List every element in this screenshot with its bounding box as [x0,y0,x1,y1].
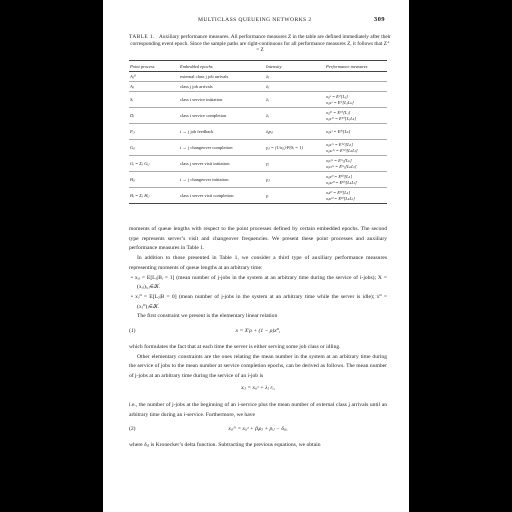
intensity-cell: λⱼ [265,72,325,82]
table-header-cell: Embedded epochs [179,61,265,72]
page-number: 309 [373,16,385,23]
measures-cell [325,124,387,140]
performance-table [129,60,387,204]
measures-cell [325,92,387,108]
table-header-row [129,61,387,72]
bullet-item: • xⱼ⁰ = E[Lⱼ|B = 0] (mean number of j-jobs in the system at an arbitrary time while the server is idle); x⁰ = (xⱼ⁰)ⱼ∈𝒦. [131,293,387,310]
measures-cell [325,82,387,92]
intensity-cell: λᵢpᵢⱼ [265,124,325,140]
table-row [129,124,387,140]
table-header-cell: Point process [129,61,179,72]
table-row [129,172,387,188]
measure-formula: xᵢⱼₖₗᴳ = Eᴳⁱʲ[LₖLₗ] [326,147,358,153]
paragraph: In addition to those presented in Table 1, we consider a third type of auxiliary performance measures representing moments of queue lengths at an arbitrary time: [129,255,387,271]
table-header-cell: Performance measures [325,61,387,72]
inline-equation: xᵢⱼ = xᵢⱼˢ + λⱼ rᵢ, [241,384,275,391]
measure-formula: xᵢⱼₖᴳ = Eᴳⁱʲ[Lₖ] [326,141,353,147]
measures-cell [325,72,387,82]
running-header [103,17,409,27]
measures-cell [325,108,387,124]
body-text [129,225,387,451]
process-cell: Aⱼ⁰ [129,72,179,82]
epochs-cell: i → j changeover initiation [179,172,265,188]
table-body [129,72,387,204]
table-row [129,156,387,172]
intensity-cell: γᵢ [265,188,325,204]
running-title: MULTICLASS QUEUEING NETWORKS 2 [198,17,312,23]
bullet-item: • xᵢⱼ = E[Lⱼ|Bᵢ = 1] (mean number of j-jobs in the system at an arbitrary time during the service of i-jobs); X = (xᵢⱼ)ᵢ,ⱼ∈𝒦. [131,274,387,291]
epochs-cell: i → j job feedback [179,124,265,140]
measures-cell [325,172,387,188]
table-row [129,140,387,156]
measure-formula: xⱼₖₗᴳ = Eᴳⱼ[LₖLₗ] [326,163,357,169]
process-cell: Hᵢⱼ [129,172,179,188]
process-cell: Sᵢ [129,92,179,108]
measure-formula: xᵢⱼₖᴴ = Eᴴⁱʲ[Lₖ] [326,173,353,179]
process-cell: Dᵢ [129,108,179,124]
intensity-cell: γᵢⱼ [265,172,325,188]
table-row [129,82,387,92]
epochs-cell: class i service initiation [179,92,265,108]
measure-formula: xᵢⱼˢ = Eˢⁱ[Lⱼ] [326,93,348,99]
measure-formula: xᵢⱼₖᶠ = Eᶠⁱʲ[Lₖ] [326,128,351,134]
measure-formula: xᵢₖᴴ = Eᴴⁱ[Lₖ] [326,189,351,195]
epochs-cell: external class j job arrivals [179,72,265,82]
measure-formula: xᵢⱼᴰ = Eᴰⁱ[Lⱼ] [326,109,351,115]
table-caption [129,34,391,54]
measure-formula: xᵢⱼₖˢ = Eˢⁱ[LⱼLₖ] [326,99,354,105]
paragraph: where δᵢⱼ is Kronecker’s delta function. Subtracting the previous equations, we obtain [129,442,321,449]
table-row [129,92,387,108]
equation-1 [129,325,387,338]
equation-number: (2) [129,426,136,433]
equation-math: xᵢⱼᴰ = xᵢⱼˢ + βᵢρⱼ + pᵢⱼ − δᵢⱼ, [228,426,288,433]
intensity-cell: λᵢ [265,108,325,124]
paragraph: moments of queue lengths with respect to the point processes defined by certain embedded epochs. The second type represents server’s visit and changeover frequencies. We present these point processes and auxiliary performance measures in Table 1. [129,226,387,252]
paragraph: Other elementary constraints are the ones relating the mean number in the system at an arbitrary time during the service of jobs to the mean number at service completion epochs, can be derived as follows. The mean number of j-jobs at an arbitrary time during the service of an i-job is [129,353,387,380]
process-cell: Hᵢ = Σⱼ Hᵢⱼ [129,188,179,204]
epochs-cell: class i service completion [179,108,265,124]
table-header-cell: Intensity [265,61,325,72]
epochs-cell: i → j changeover completion [179,140,265,156]
measure-formula: xⱼₖᴳ = Eᴳⱼ[Lₖ] [326,157,352,163]
process-cell: Gᵢⱼ [129,140,179,156]
equation-2 [129,423,387,436]
epochs-cell: class j job arrivals [179,82,265,92]
process-cell: Fᵢⱼ [129,124,179,140]
table-row [129,108,387,124]
process-cell: Gᵢ = Σⱼ Gᵢⱼ [129,156,179,172]
epochs-cell: class j server visit initiation [179,156,265,172]
table-row [129,72,387,82]
intensity-cell: γᵢⱼ = (1/σᵢⱼ)·P(Sᵢ = 1) [265,140,325,156]
process-cell: Aⱼ [129,82,179,92]
paragraph: which formulates the fact that at each time the server is either serving some job class or idling. [129,344,341,351]
equation-math: x = X′ρ + (1 − ρ)x⁰, [235,328,281,335]
intensity-cell: λⱼ [265,82,325,92]
paper-page [103,0,409,512]
table-label: TABLE 1. [129,34,155,40]
measure-formula: xᵢⱼₖₗᴴ = Eᴴⁱʲ[LₖLₗ] [326,179,357,185]
paragraph: The first constraint we present is the elementary linear relation [137,313,278,320]
table-caption-text: Auxiliary performance measures. All performance measures Z in the table are defined immediately after their corresponding event epoch. Since the sample paths are right-continuous for all performance measures Z, it follows that Z⁺ = Z [130,34,391,54]
measures-cell [325,188,387,204]
measure-formula: xᵢₖₗᴴ = Eᴴⁱ[LₖLₗ] [326,195,355,201]
measure-formula: xᵢⱼₖᴰ = Eᴰⁱ[LⱼLₖ] [326,115,357,121]
measures-cell [325,140,387,156]
intensity-cell: λᵢ [265,92,325,108]
table-row [129,188,387,204]
measures-cell [325,156,387,172]
intensity-cell: γⱼ [265,156,325,172]
equation-number: (1) [129,328,136,335]
paragraph: i.e., the number of j-jobs at the beginning of an i-service plus the mean number of external class j arrivals until an arbitrary time during an i-service. Furthermore, we have [129,401,387,418]
epochs-cell: class i server visit completion [179,188,265,204]
